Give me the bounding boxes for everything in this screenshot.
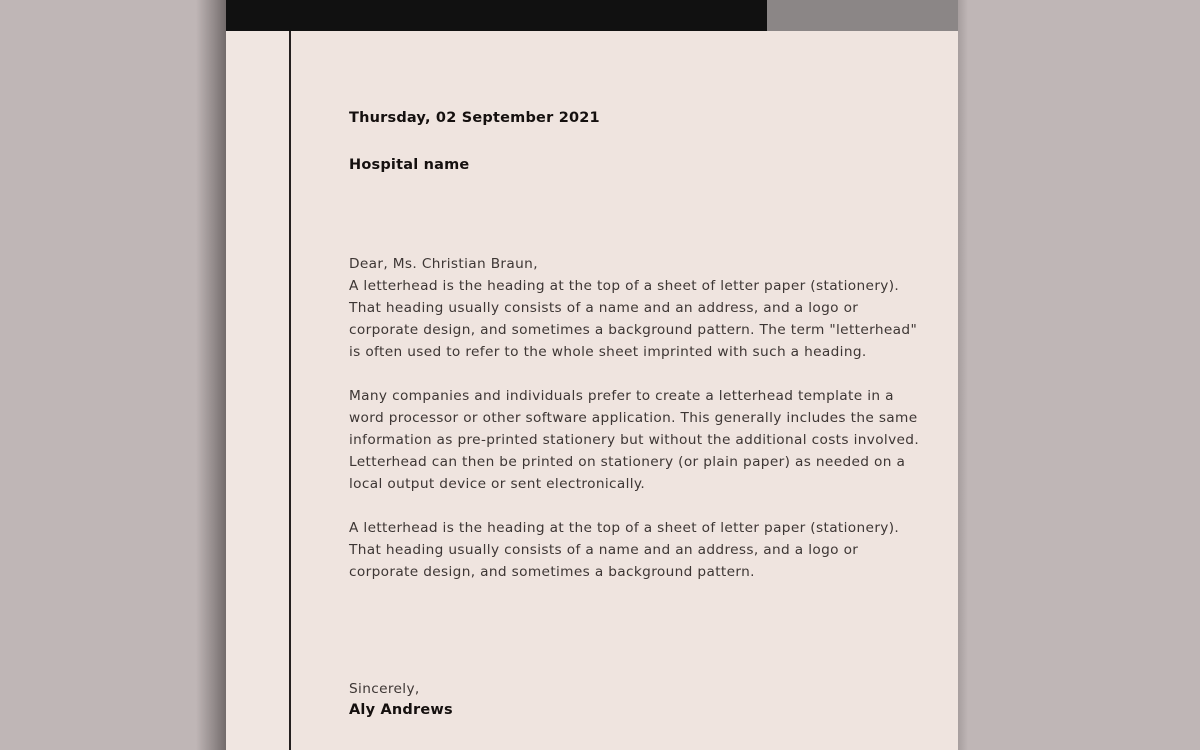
recipient-organization: Hospital name (349, 157, 470, 173)
letter-signoff (349, 679, 453, 721)
letter-salutation: Dear, Ms. Christian Braun, (349, 256, 538, 272)
paragraph-spacer (349, 363, 929, 385)
workspace-backdrop-left (0, 0, 226, 750)
workspace-backdrop-right (958, 0, 1200, 750)
letterhead-bar-dark (226, 0, 767, 31)
letter-page (226, 0, 958, 750)
letter-body-block (349, 253, 929, 583)
page-shadow-left (196, 0, 226, 750)
letterhead-bar-gray (767, 0, 958, 31)
left-margin-strip (226, 31, 289, 750)
letter-content (349, 31, 939, 750)
signoff-closing: Sincerely, (349, 681, 420, 697)
letter-date: Thursday, 02 September 2021 (349, 110, 600, 126)
paragraph-spacer (349, 495, 929, 517)
letter-paragraph-3: A letterhead is the heading at the top of a sheet of letter paper (stationery). That heading usually consists of a name and an address, and a logo or corporate design, and sometimes a background pattern. (349, 520, 900, 580)
signer-name: Aly Andrews (349, 702, 453, 718)
letter-paragraph-1: A letterhead is the heading at the top of a sheet of letter paper (stationery). That heading usually consists of a name and an address, and a logo or corporate design, and sometimes a background pattern. The term "letterhead" is often used to refer to the whole sheet imprinted with such a heading. (349, 278, 918, 360)
page-shadow-right (958, 0, 968, 750)
vertical-rule-divider (289, 31, 291, 750)
letter-paragraph-2: Many companies and individuals prefer to create a letterhead template in a word processor or other software application. This generally includes the same information as pre-printed stationery but without the additional costs involved. Letterhead can then be printed on stationery (or plain paper) as needed on a local output device or sent electronically. (349, 388, 920, 492)
